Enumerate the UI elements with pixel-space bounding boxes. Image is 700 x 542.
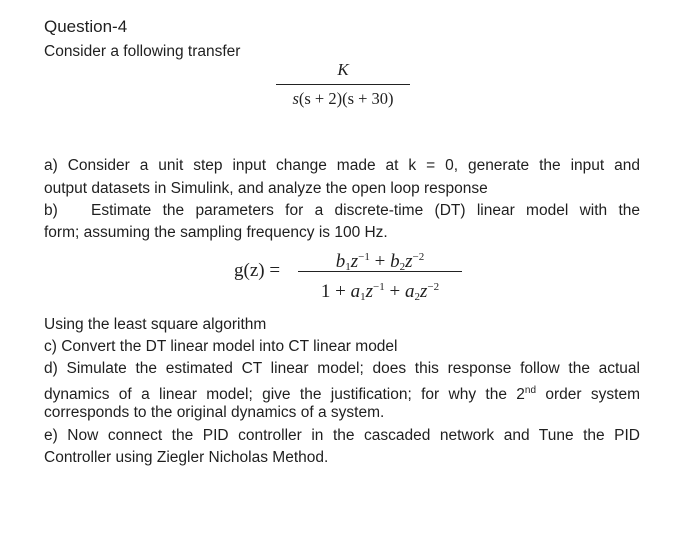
part-e-line-2: Controller using Ziegler Nicholas Method.	[44, 449, 329, 466]
part-a-line-2: output datasets in Simulink, and analyze the open loop response	[44, 180, 488, 197]
part-d-line-3: corresponds to the original dynamics of a system.	[44, 404, 385, 421]
part-b-line-1: Estimate the parameters for a discrete-time (DT) linear model with the	[91, 202, 640, 219]
tf-fraction-bar	[276, 84, 410, 85]
part-d-line-1: d) Simulate the estimated CT linear model; does this response follow the actual	[44, 360, 640, 377]
question-intro: Consider a following transfer	[44, 43, 241, 60]
gz-lhs: g(z) =	[234, 260, 281, 281]
question-heading: Question-4	[44, 17, 128, 36]
transfer-function	[276, 58, 410, 110]
part-b-line-2: form; assuming the sampling frequency is 100 Hz.	[44, 224, 388, 241]
part-a-line-1: a) Consider a unit step input change made at k = 0, generate the input and	[44, 157, 640, 174]
tf-den-factor-2: (s + 30)	[342, 89, 394, 108]
gz-fraction	[298, 246, 462, 303]
part-c-line: c) Convert the DT linear model into CT linear model	[44, 338, 398, 355]
tf-den-s: s	[292, 89, 299, 108]
tf-denominator	[276, 88, 410, 110]
part-d-line-2: dynamics of a linear model; give the justification; for why the 2nd order system	[44, 385, 640, 403]
gz-denominator: $1 + a_1z^{-1} + a_2z^{-2}$	[320, 281, 440, 303]
tf-den-factor-1: (s + 2)	[298, 89, 343, 108]
part-b-label: b)	[44, 202, 58, 219]
tf-numerator: K	[337, 60, 349, 79]
part-e-line-1: e) Now connect the PID controller in the cascaded network and Tune the PID	[44, 427, 640, 444]
least-squares-line: Using the least square algorithm	[44, 316, 267, 333]
gz-numerator: $b_1z^{-1} + b_2z^{-2}$	[335, 251, 425, 273]
